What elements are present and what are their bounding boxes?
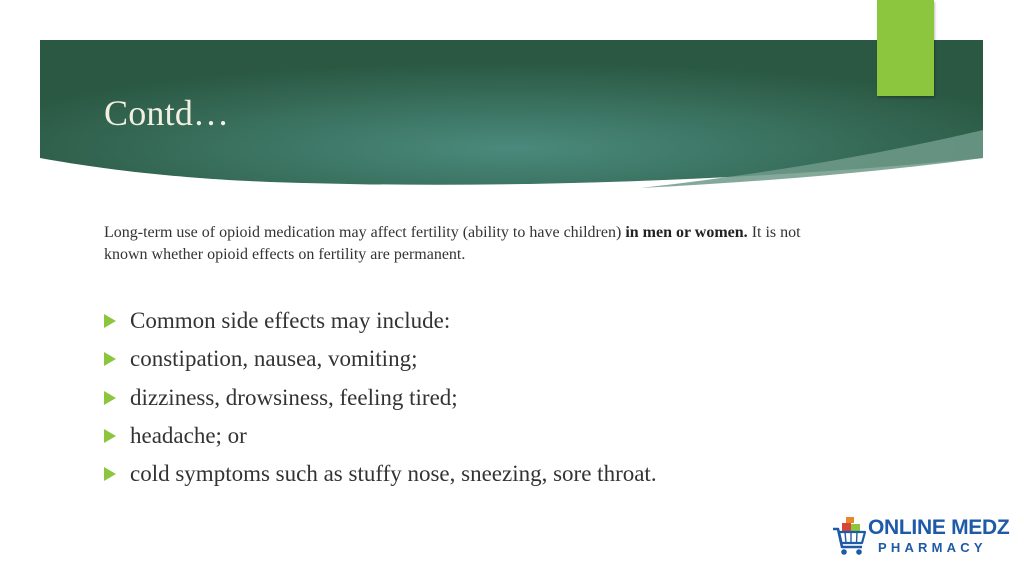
bullet-arrow-icon — [104, 314, 116, 328]
list-item-text: Common side effects may include: — [130, 308, 451, 334]
list-item — [104, 379, 904, 417]
bullet-arrow-icon — [104, 429, 116, 443]
bullet-arrow-icon — [104, 467, 116, 481]
list-item-text: cold symptoms such as stuffy nose, sneezing, sore throat. — [130, 461, 657, 487]
list-item — [104, 302, 904, 340]
intro-paragraph — [104, 222, 844, 266]
logo-name: ONLINE MEDZ — [868, 516, 1010, 539]
shopping-cart-icon — [832, 514, 868, 558]
side-effects-list — [104, 302, 904, 493]
list-item-text: dizziness, drowsiness, feeling tired; — [130, 384, 458, 410]
intro-text-part1: Long-term use of opioid medication may affect fertility (ability to have children) — [104, 224, 626, 241]
list-item — [104, 417, 904, 455]
list-item — [104, 455, 904, 493]
pharmacy-logo — [832, 512, 1016, 560]
list-item — [104, 340, 904, 378]
list-item-text: headache; or — [130, 423, 247, 449]
bullet-arrow-icon — [104, 391, 116, 405]
accent-tab — [877, 0, 934, 96]
intro-bold-text: in men or women. — [625, 224, 748, 241]
slide-title: Contd… — [104, 93, 230, 133]
bullet-arrow-icon — [104, 352, 116, 366]
intro-text-part2: It is not known whether opioid effects on fertility are permanent. — [104, 224, 801, 263]
logo-subtitle: PHARMACY — [878, 540, 987, 555]
list-item-text: constipation, nausea, vomiting; — [130, 346, 418, 372]
